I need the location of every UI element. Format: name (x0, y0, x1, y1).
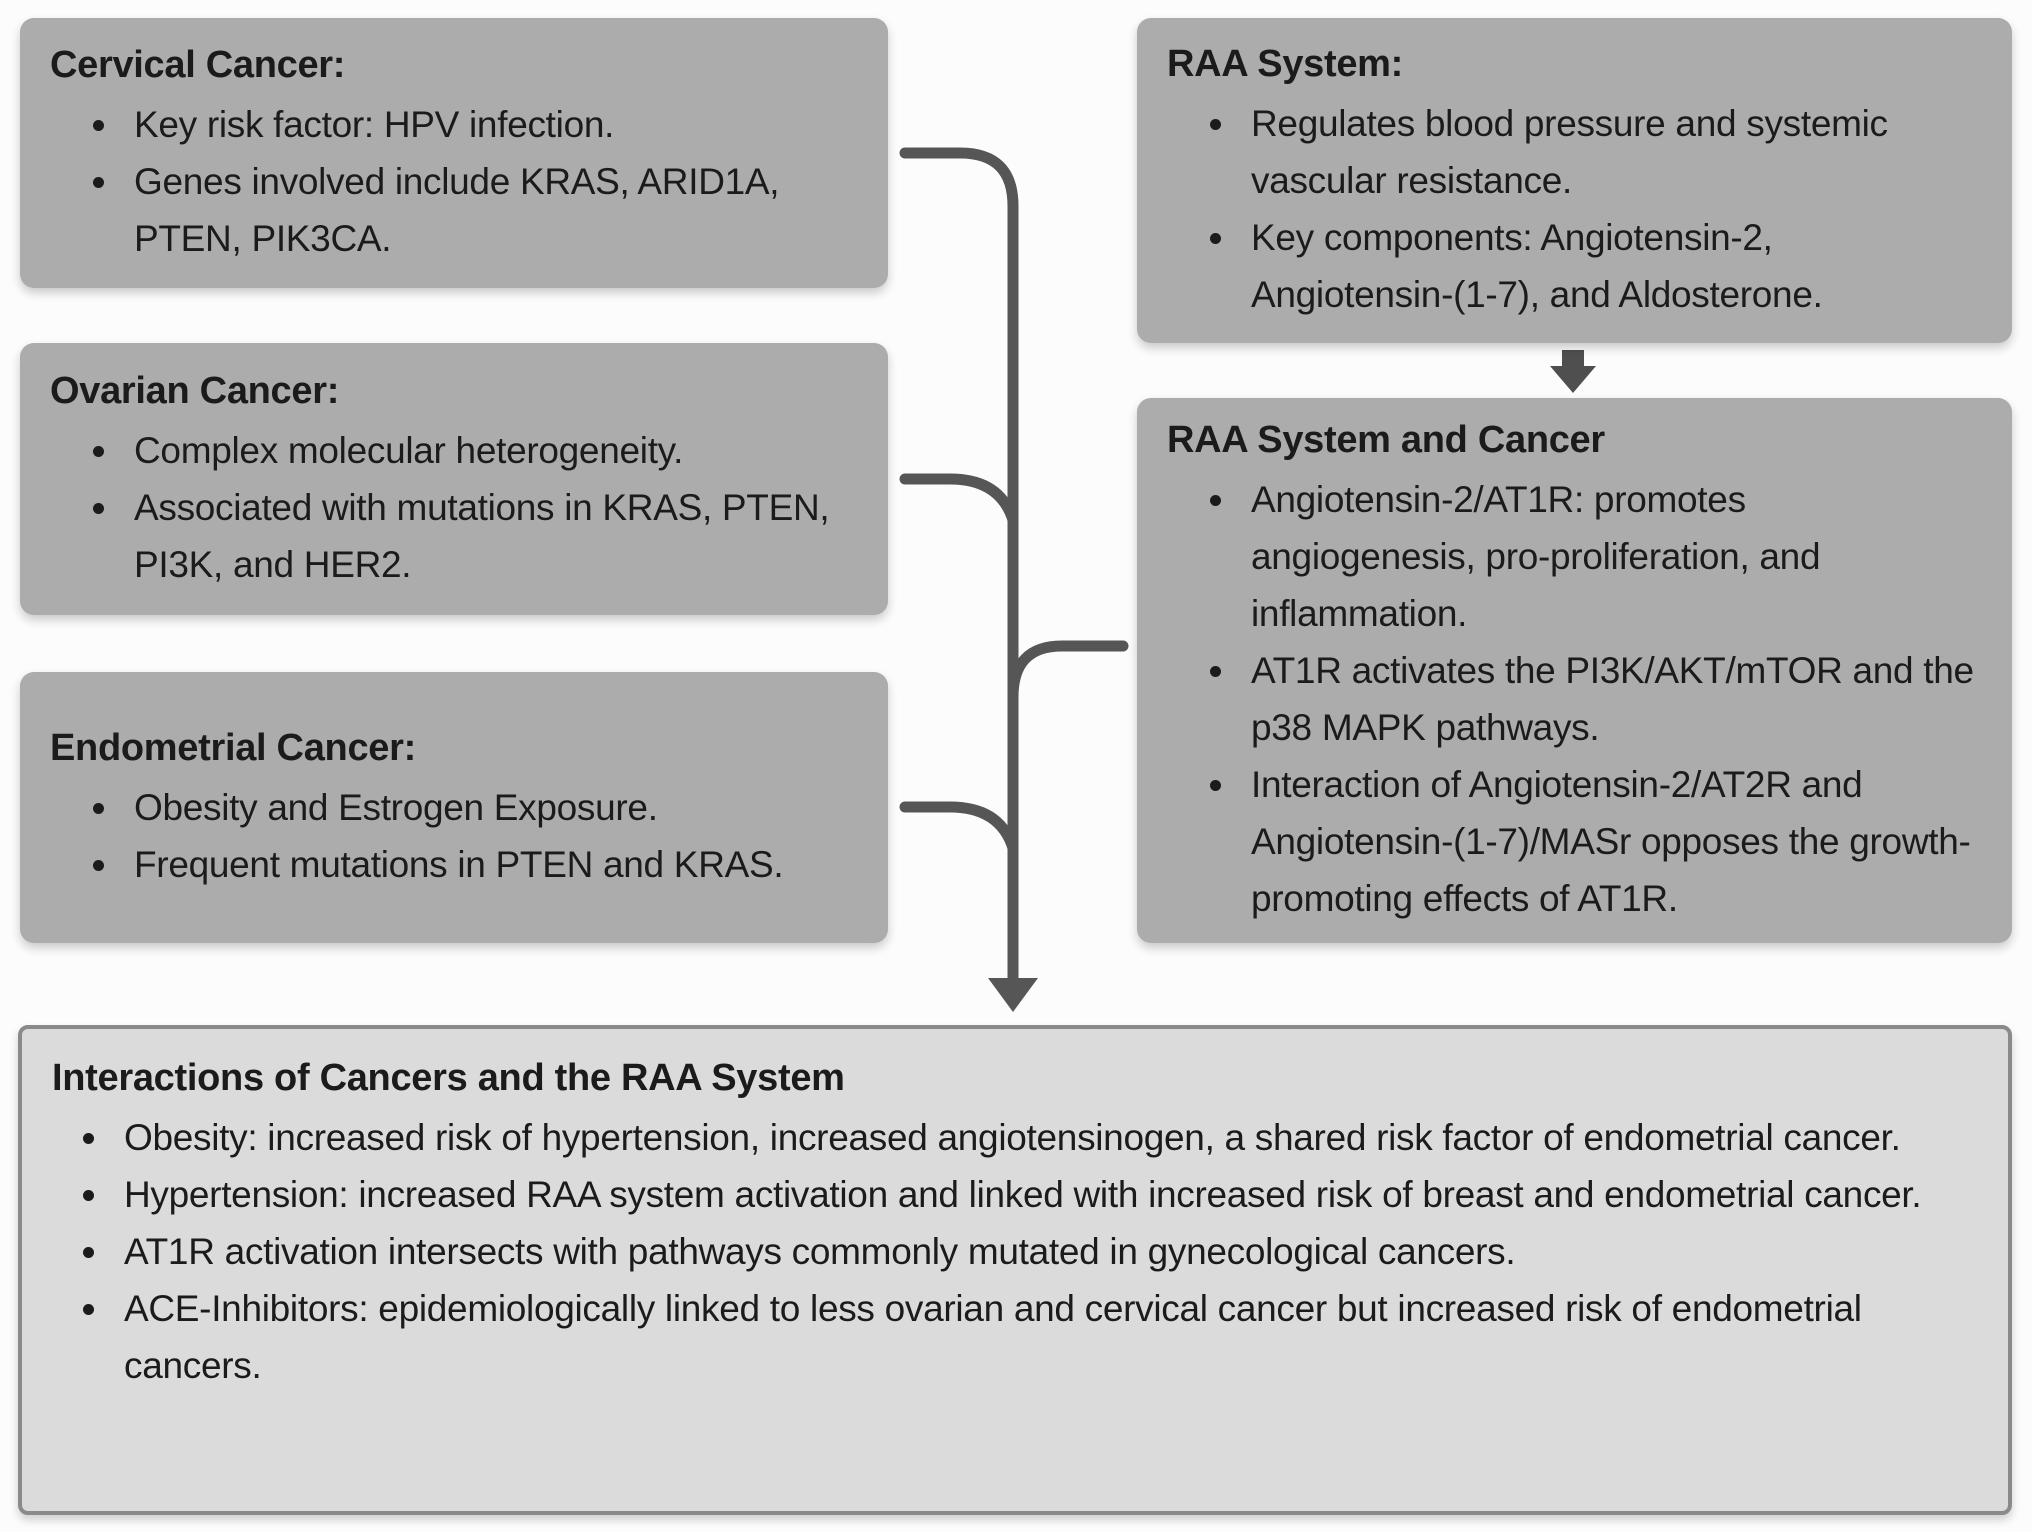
connector-cervical-trunk (905, 153, 1013, 983)
bullet-item: • Genes involved include KRAS, ARID1A, PTEN, PIK3CA. (122, 153, 854, 267)
ovarian-cancer-box (20, 343, 888, 615)
bullet-item: • Interaction of Angiotensin-2/AT2R and Angiotensin-(1-7)/MASr opposes the growth-promoting effects of AT1R. (1239, 756, 1978, 927)
connector-endometrial-branch (905, 807, 1013, 848)
bullet-item: • ACE-Inhibitors: epidemiologically linked to less ovarian and cervical cancer but increased risk of endometrial cancers. (112, 1280, 1968, 1394)
bullet-item: • Key risk factor: HPV infection. (122, 96, 854, 153)
raa-system-box (1137, 18, 2012, 343)
bullet-item: • Regulates blood pressure and systemic vascular resistance. (1239, 95, 1978, 209)
bullet-list (1167, 95, 1978, 323)
bullet-item: • AT1R activates the PI3K/AKT/mTOR and the p38 MAPK pathways. (1239, 642, 1978, 756)
interactions-box (18, 1025, 2012, 1515)
raa-system-and-cancer-box (1137, 398, 2012, 943)
bullet-item: • Complex molecular heterogeneity. (122, 422, 854, 479)
raa-flow-down-arrow-icon (1550, 350, 1596, 393)
bullet-item: • Associated with mutations in KRAS, PTEN, PI3K, and HER2. (122, 479, 854, 593)
bullet-list (50, 779, 854, 893)
bullet-item: • Frequent mutations in PTEN and KRAS. (122, 836, 854, 893)
bullet-list (1167, 471, 1978, 927)
box-title: RAA System and Cancer (1167, 418, 1605, 461)
cervical-cancer-box (20, 18, 888, 288)
bullet-item: • Obesity: increased risk of hypertension, increased angiotensinogen, a shared risk factor of endometrial cancer. (112, 1109, 1968, 1166)
down-arrowhead-icon (988, 978, 1038, 1012)
bullet-item: • AT1R activation intersects with pathways commonly mutated in gynecological cancers. (112, 1223, 1968, 1280)
bullet-list (52, 1109, 1968, 1394)
bullet-item: • Angiotensin-2/AT1R: promotes angiogenesis, pro-proliferation, and inflammation. (1239, 471, 1978, 642)
box-title: Endometrial Cancer: (50, 726, 416, 769)
connector-raa-cancer-branch (1013, 646, 1123, 697)
bullet-item: • Hypertension: increased RAA system activation and linked with increased risk of breast and endometrial cancer. (112, 1166, 1968, 1223)
bullet-list (50, 96, 854, 267)
bullet-item: • Obesity and Estrogen Exposure. (122, 779, 854, 836)
bullet-item: • Key components: Angiotensin-2, Angiotensin-(1-7), and Aldosterone. (1239, 209, 1978, 323)
box-title: RAA System: (1167, 42, 1404, 85)
endometrial-cancer-box (20, 672, 888, 943)
box-title: Interactions of Cancers and the RAA System (52, 1057, 845, 1099)
box-title: Cervical Cancer: (50, 43, 346, 86)
bullet-list (50, 422, 854, 593)
box-title: Ovarian Cancer: (50, 369, 340, 412)
connector-ovarian-branch (905, 479, 1013, 520)
